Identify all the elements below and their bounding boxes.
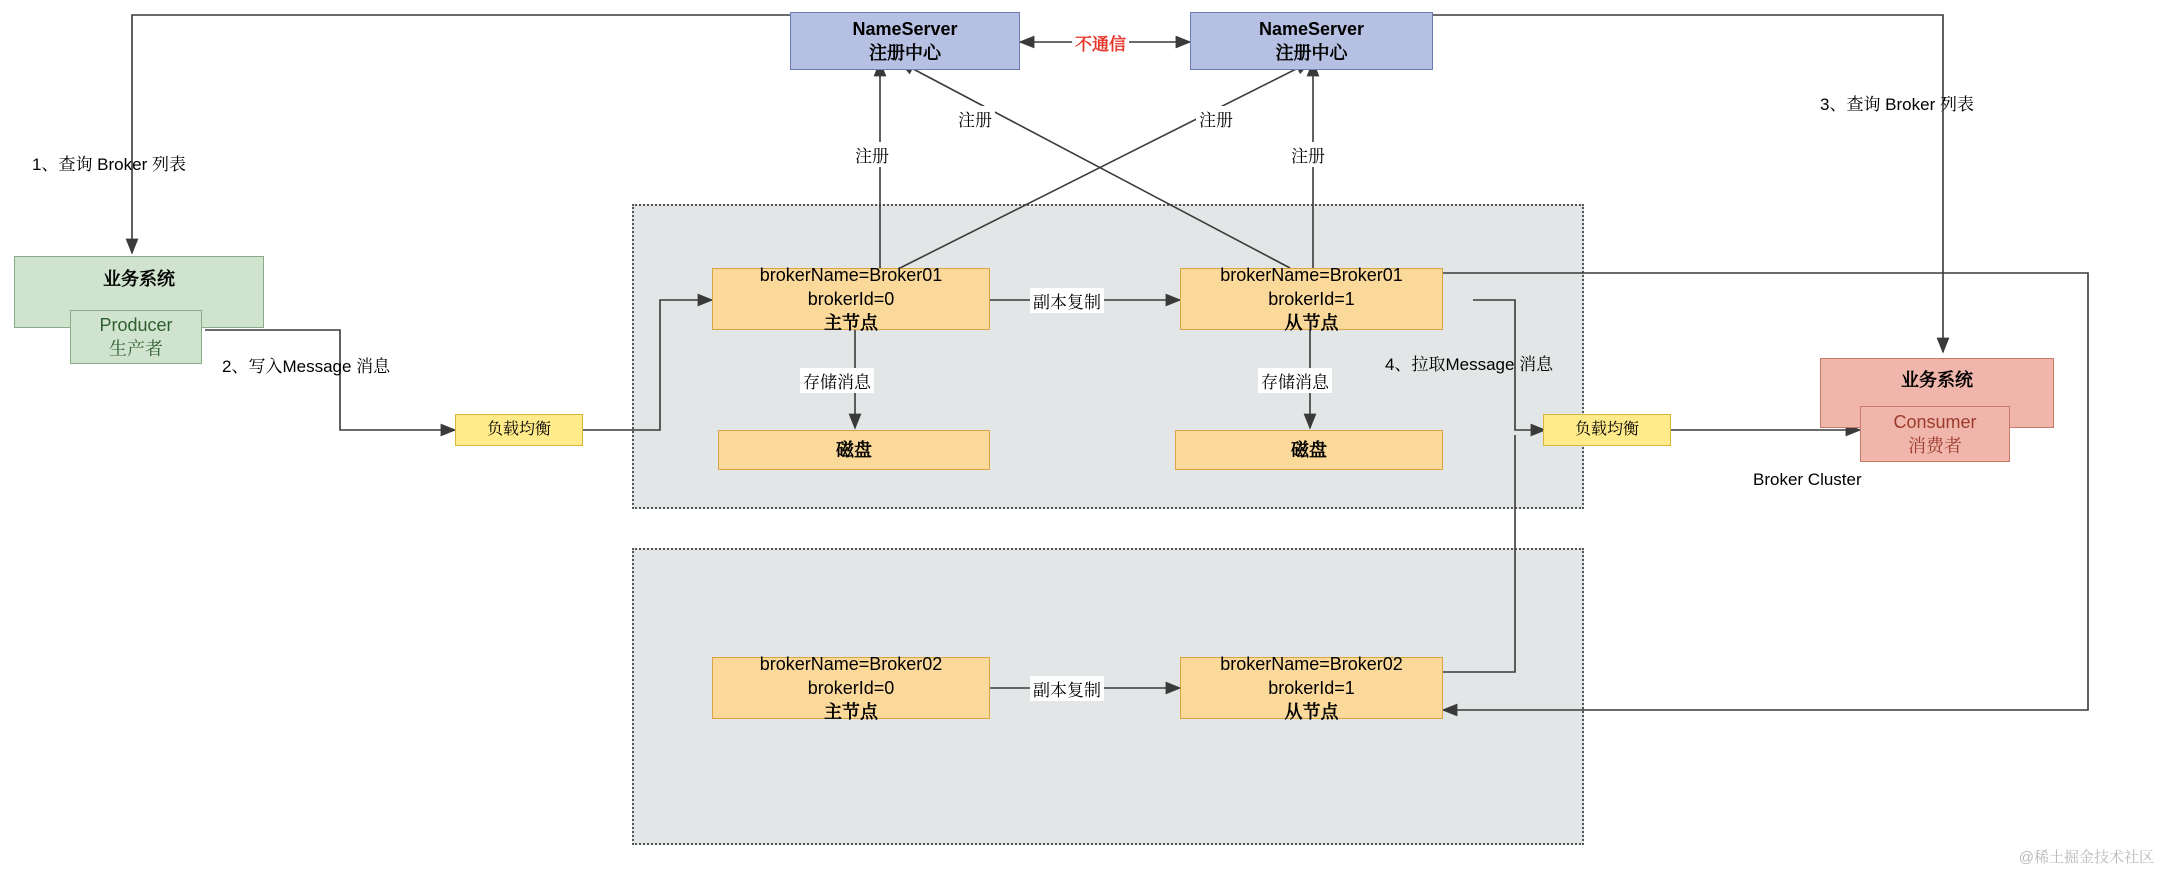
nameserver-1-line1: NameServer xyxy=(852,18,958,39)
register-label-2: 注册 xyxy=(955,106,995,131)
consumer-role-line2: 消费者 xyxy=(1908,436,1962,456)
broker-02-slave xyxy=(1180,653,1443,723)
broker-02-master-role: 主节点 xyxy=(824,702,878,723)
store-message-label-2: 存储消息 xyxy=(1258,368,1332,393)
broker-02-master-name: brokerName=Broker02 xyxy=(759,653,943,674)
watermark: @稀土掘金技术社区 xyxy=(2018,849,2154,866)
step1-label: 1、查询 Broker 列表 xyxy=(32,155,186,174)
broker-01-master-id: brokerId=0 xyxy=(807,288,895,309)
nameserver-1-line2: 注册中心 xyxy=(869,43,941,63)
disk-1 xyxy=(718,430,990,470)
step3-label: 3、查询 Broker 列表 xyxy=(1820,95,1974,114)
consumer-role-box xyxy=(1860,406,2010,462)
register-label-1: 注册 xyxy=(852,142,892,167)
producer-role-line2: 生产者 xyxy=(109,339,163,359)
broker-01-slave xyxy=(1180,264,1443,334)
replication-label-2: 副本复制 xyxy=(1030,676,1104,701)
replication-label-1: 副本复制 xyxy=(1030,288,1104,313)
store-message-label-1: 存储消息 xyxy=(800,368,874,393)
consumer-role-line1: Consumer xyxy=(1893,411,1977,432)
load-balancer-producer xyxy=(455,414,583,446)
step4-label: 4、拉取Message 消息 xyxy=(1385,355,1554,374)
producer-role-line1: Producer xyxy=(99,314,173,335)
register-label-3: 注册 xyxy=(1196,106,1236,131)
broker-01-master xyxy=(712,264,990,334)
disk-2-label: 磁盘 xyxy=(1291,439,1327,460)
broker-01-slave-role: 从节点 xyxy=(1284,313,1339,334)
broker-02-slave-role: 从节点 xyxy=(1284,702,1339,723)
broker-01-slave-id: brokerId=1 xyxy=(1268,288,1355,309)
disk-2 xyxy=(1175,430,1443,470)
nameserver-1 xyxy=(790,12,1020,70)
step2-label: 2、写入Message 消息 xyxy=(222,357,391,376)
load-balancer-consumer-label: 负载均衡 xyxy=(1574,421,1639,439)
broker-02-master-id: brokerId=0 xyxy=(807,677,895,698)
register-label-4: 注册 xyxy=(1288,142,1328,167)
load-balancer-producer-label: 负载均衡 xyxy=(486,421,551,439)
nameserver-2 xyxy=(1190,12,1433,70)
load-balancer-consumer xyxy=(1543,414,1671,446)
nameserver-2-line1: NameServer xyxy=(1258,18,1365,39)
producer-role-box xyxy=(70,310,202,364)
consumer-business-title: 业务系统 xyxy=(1901,370,1973,390)
broker-01-master-name: brokerName=Broker01 xyxy=(759,264,943,285)
broker-02-master xyxy=(712,653,990,723)
broker-02-slave-id: brokerId=1 xyxy=(1268,677,1355,698)
disk-1-label: 磁盘 xyxy=(836,439,872,460)
broker-cluster-label: Broker Cluster xyxy=(1753,470,1862,489)
broker-01-master-role: 主节点 xyxy=(824,313,878,334)
broker-02-slave-name: brokerName=Broker02 xyxy=(1220,653,1403,674)
no-communication-label: 不通信 xyxy=(1072,30,1129,55)
broker-01-slave-name: brokerName=Broker01 xyxy=(1220,264,1403,285)
nameserver-2-line2: 注册中心 xyxy=(1275,43,1348,63)
producer-business-title: 业务系统 xyxy=(103,269,175,289)
